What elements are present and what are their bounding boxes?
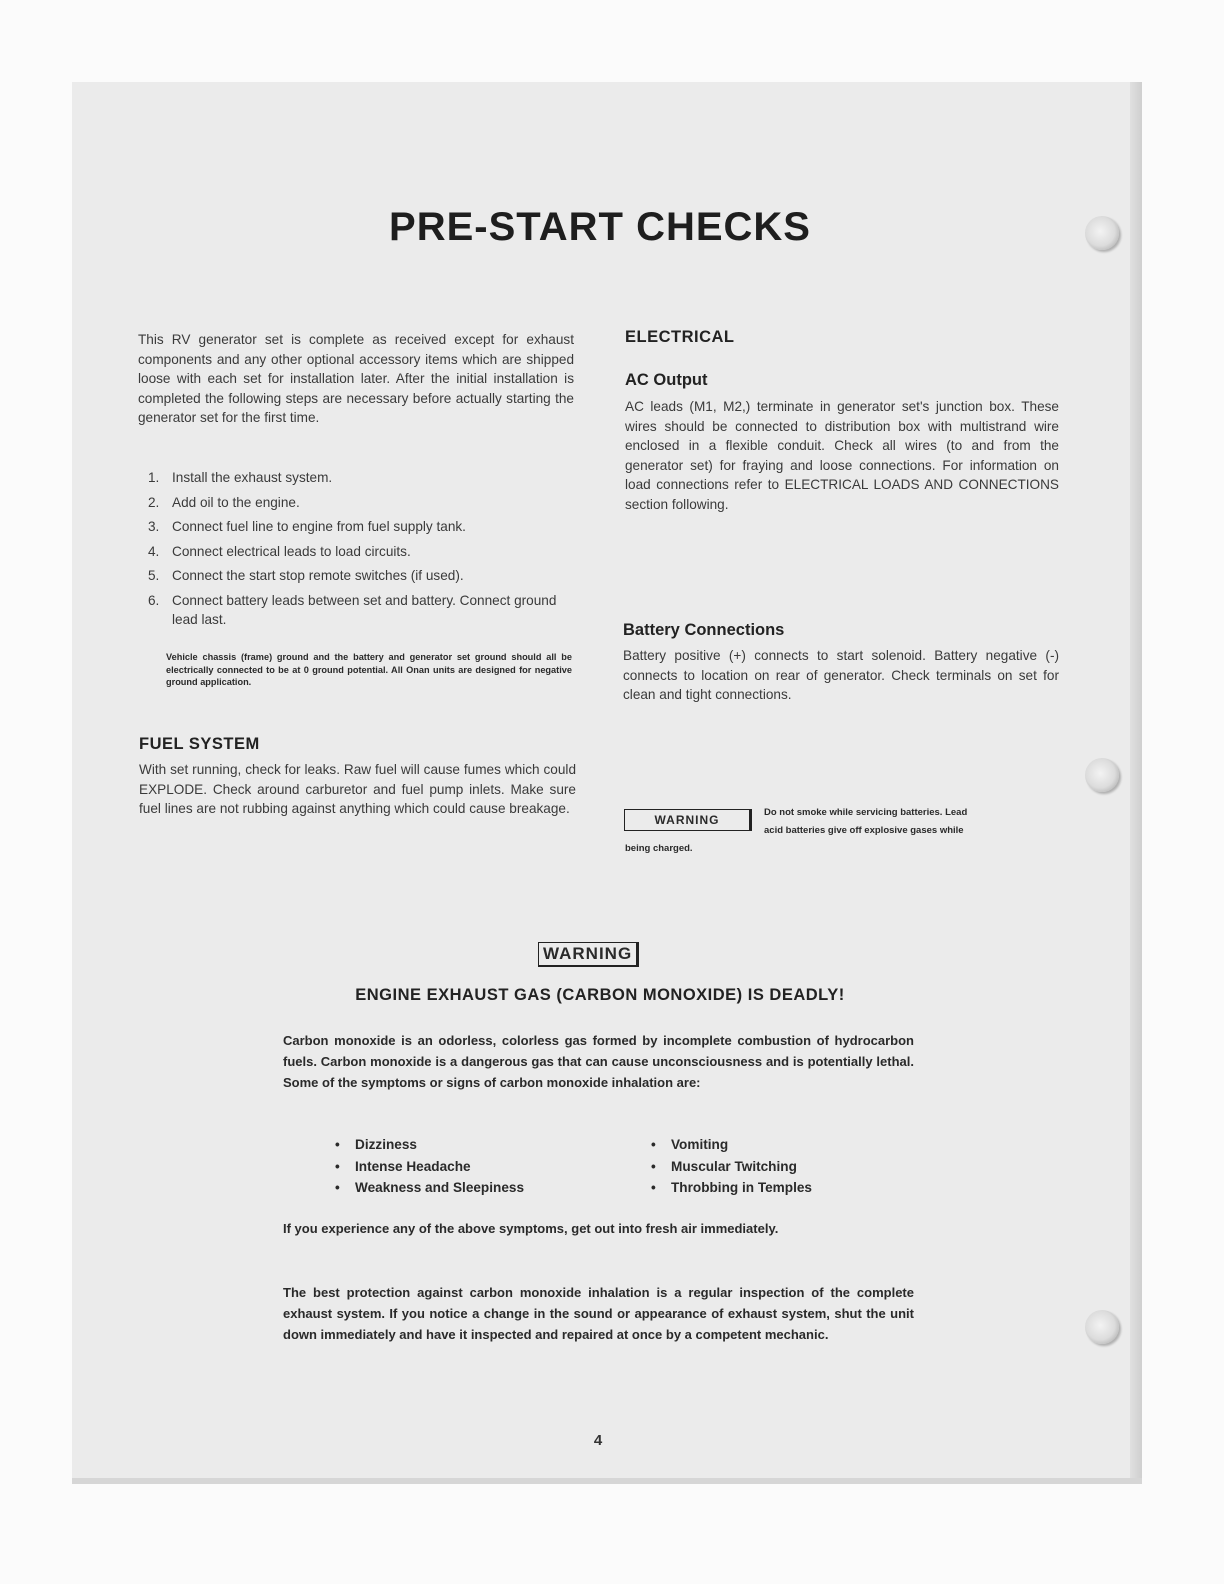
- symptoms-list-right: [651, 1134, 911, 1199]
- list-item: • Throbbing in Temples: [651, 1180, 812, 1195]
- list-item: 3. Connect fuel line to engine from fuel supply tank.: [148, 519, 466, 534]
- list-item: • Vomiting: [651, 1137, 729, 1152]
- ac-output-heading: AC Output: [625, 371, 708, 389]
- list-item: • Weakness and Sleepiness: [335, 1180, 524, 1195]
- page-number: 4: [593, 1432, 603, 1449]
- list-item: • Dizziness: [335, 1137, 417, 1152]
- symptoms-list-left: [335, 1134, 635, 1199]
- list-item: 4. Connect electrical leads to load circuits.: [148, 543, 411, 559]
- co-warning-heading: ENGINE EXHAUST GAS (CARBON MONOXIDE) IS DEADLY!: [355, 986, 845, 1004]
- co-advice-paragraph: If you experience any of the above symptoms, get out into fresh air immediately.: [283, 1221, 779, 1236]
- battery-connections-heading: Battery Connections: [623, 621, 785, 639]
- intro-paragraph: This RV generator set is complete as received except for exhaust components and any other optional accessory items which are shipped loose with each set for installation later. After the initial installation is completed the following steps are necessary before actually starting the generator set for the first time.: [138, 332, 574, 425]
- battery-warning-text-2: acid batteries give off explosive gases while: [764, 825, 964, 836]
- list-item: 2. Add oil to the engine.: [148, 494, 300, 510]
- list-item: 5. Connect the start stop remote switches (if used).: [148, 568, 464, 583]
- co-intro-paragraph: Carbon monoxide is an odorless, colorless gas formed by incomplete combustion of hydrocarbon fuels. Carbon monoxide is a dangerous gas that can cause unconsciousness and is potentially lethal. Some of the symptoms or signs of carbon monoxide inhalation are:: [283, 1033, 914, 1090]
- punch-hole-bottom: [1085, 1310, 1119, 1344]
- battery-warning-text-1: Do not smoke while servicing batteries. Lead: [764, 807, 968, 818]
- page-edge-shadow: [1130, 82, 1142, 1484]
- fuel-system-heading: FUEL SYSTEM: [139, 735, 260, 753]
- battery-warning-label: WARNING: [624, 809, 752, 831]
- prestart-steps-list: [148, 468, 578, 630]
- page-title: PRE-START CHECKS: [389, 205, 811, 249]
- list-item: 1. Install the exhaust system.: [148, 470, 333, 485]
- list-item: • Muscular Twitching: [651, 1158, 797, 1174]
- fuel-system-paragraph: With set running, check for leaks. Raw fuel will cause fumes which could EXPLODE. Check around carburetor and fuel pump inlets. Make sure fuel lines are not rubbing against anything which could cause breakage.: [139, 762, 576, 816]
- co-protection-paragraph: The best protection against carbon monoxide inhalation is a regular inspection of the complete exhaust system. If you notice a change in the sound or appearance of exhaust system, shut the unit down immediately and have it inspected and repaired at once by a competent mechanic.: [283, 1285, 914, 1342]
- ground-note: Vehicle chassis (frame) ground and the battery and generator set ground should all be electrically connected to be at 0 ground potential. All Onan units are designed for negative ground application.: [166, 652, 572, 687]
- co-warning-label: WARNING: [538, 942, 639, 967]
- punch-hole-middle: [1085, 758, 1119, 792]
- ac-output-paragraph: AC leads (M1, M2,) terminate in generator set's junction box. These wires should be connected to distribution box with multistrand wire enclosed in a flexible conduit. Check all wires (to and from the generator set) for fraying and loose connections. For information on load connections refer to ELECTRICAL LOADS AND CONNECTIONS section following.: [625, 399, 1059, 512]
- list-item: 6. Connect battery leads between set and battery. Connect ground lead last.: [148, 592, 557, 627]
- list-item: • Intense Headache: [335, 1158, 471, 1174]
- page-bottom-edge: [72, 1478, 1142, 1484]
- battery-connections-paragraph: Battery positive (+) connects to start solenoid. Battery negative (-) connects to location on rear of generator. Check terminals on set for clean and tight connections.: [623, 648, 1059, 702]
- battery-warning-text-3: being charged.: [625, 843, 693, 854]
- electrical-heading: ELECTRICAL: [625, 328, 735, 346]
